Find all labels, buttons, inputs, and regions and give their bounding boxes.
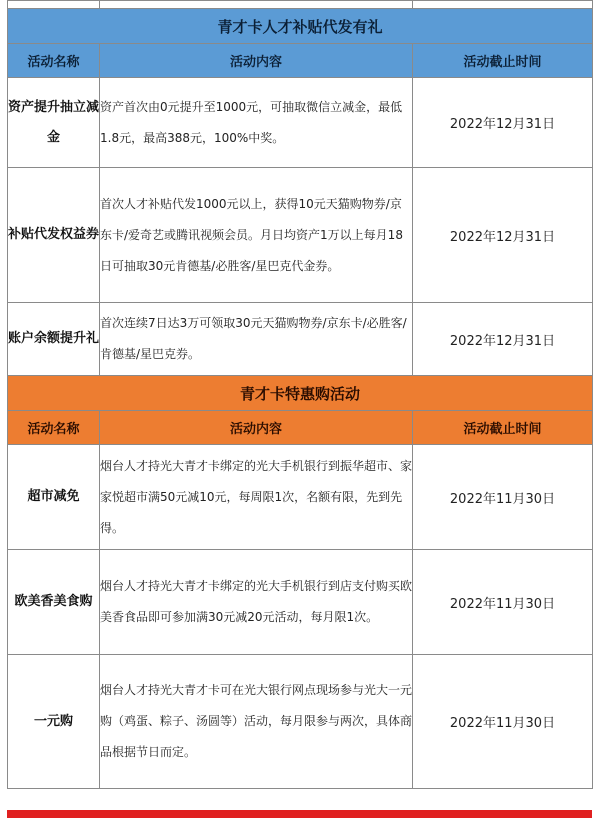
activity-content: 烟台人才持光大青才卡可在光大银行网点现场参与光大一元购（鸡蛋、粽子、汤圆等）活动，每月限参与两次，具体商品根据节日而定。 <box>100 655 413 789</box>
activity-name: 补贴代发权益券 <box>8 168 100 303</box>
section-title: 青才卡特惠购活动 <box>8 376 593 411</box>
activity-name: 一元购 <box>8 655 100 789</box>
header-deadline: 活动截止时间 <box>413 411 593 445</box>
activity-content: 资产首次由0元提升至1000元，可抽取微信立减金，最低1.8元，最高388元，100%中奖。 <box>100 78 413 168</box>
table-row <box>8 168 593 303</box>
table-row <box>8 550 593 655</box>
activity-name: 账户余额提升礼 <box>8 303 100 376</box>
section-title-row <box>8 9 593 44</box>
activity-content: 首次连续7日达3万可领取30元天猫购物券/京东卡/必胜客/肯德基/星巴克券。 <box>100 303 413 376</box>
header-activity-name: 活动名称 <box>8 411 100 445</box>
header-deadline: 活动截止时间 <box>413 44 593 78</box>
table-row <box>8 303 593 376</box>
table-header-row <box>8 411 593 445</box>
activity-deadline: 2022年11月30日 <box>413 550 593 655</box>
header-activity-content: 活动内容 <box>100 44 413 78</box>
activity-deadline: 2022年12月31日 <box>413 168 593 303</box>
activity-content: 烟台人才持光大青才卡绑定的光大手机银行到店支付购买欧美香食品即可参加满30元减20元活动，每月限1次。 <box>100 550 413 655</box>
table-row <box>8 78 593 168</box>
activity-deadline: 2022年12月31日 <box>413 303 593 376</box>
promotion-table <box>7 0 593 789</box>
activity-name: 资产提升抽立减金 <box>8 78 100 168</box>
table-row <box>8 655 593 789</box>
activity-deadline: 2022年11月30日 <box>413 445 593 550</box>
table-row <box>8 445 593 550</box>
activity-name: 欧美香美食购 <box>8 550 100 655</box>
section-title: 青才卡人才补贴代发有礼 <box>8 9 593 44</box>
activity-content: 首次人才补贴代发1000元以上，获得10元天猫购物券/京东卡/爱奇艺或腾讯视频会员。月日均资产1万以上每月18日可抽取30元肯德基/必胜客/星巴克代金券。 <box>100 168 413 303</box>
header-activity-content: 活动内容 <box>100 411 413 445</box>
bottom-red-bar <box>7 810 592 818</box>
table-top-stub-row <box>8 1 593 9</box>
table-header-row <box>8 44 593 78</box>
header-activity-name: 活动名称 <box>8 44 100 78</box>
activity-deadline: 2022年11月30日 <box>413 655 593 789</box>
activity-deadline: 2022年12月31日 <box>413 78 593 168</box>
activity-content: 烟台人才持光大青才卡绑定的光大手机银行到振华超市、家家悦超市满50元减10元，每周限1次，名额有限，先到先得。 <box>100 445 413 550</box>
section-title-row <box>8 376 593 411</box>
activity-name: 超市减免 <box>8 445 100 550</box>
